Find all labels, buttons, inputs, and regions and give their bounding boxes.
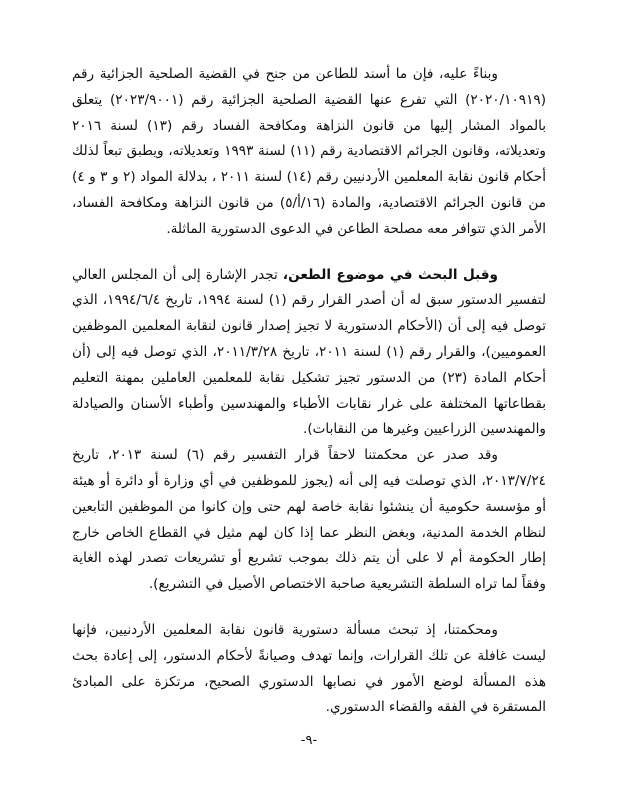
- paragraph-1: [72, 62, 546, 243]
- page-number: -٩-: [300, 733, 318, 748]
- paragraph-2-lead: وقبل البحث في موضوع الطعن،: [282, 266, 498, 283]
- paragraph-4-text: ومحكمتنا، إذ تبحث مسألة دستورية قانون نقابة المعلمين الأردنيين، فإنها ليست غافلة عن تلك القرارات، وإنما تهدف وصيانةً لأحكام الدستور، إلى إعادة بحث هذه المسألة لوضع الأمور في نصابها الدستوري الصحيح، مرتكزة على المبادئ المستقرة في الفقه والقضاء الدستوري.: [72, 621, 546, 716]
- document-body: [72, 62, 546, 721]
- paragraph-3-text: وقد صدر عن محكمتنا لاحقاً قرار التفسير رقم (٦) لسنة ٢٠١٣، تاريخ ٢٠١٣/٧/٢٤، الذي توصلت فيه إلى أنه (يجوز للموظفين في أي وزارة أو دائرة أو هيئة أو مؤسسة حكومية أن ينشئوا نقابة خاصة لهم حتى وإن كانوا من الموظفين التابعين لنظام الخدمة المدنية، وبغض النظر عما إذا كان لهم مثيل في القطاع الخاص خارج إطار الحكومة أم لا على أن يتم ذلك بموجب تشريع أو تشريعات تصدر لهذه الغاية وفقاً لما تراه السلطة التشريعية صاحبة الاختصاص الأصيل في التشريع).: [72, 447, 546, 593]
- paragraph-2: [72, 263, 546, 444]
- paragraph-2-text: تجدر الإشارة إلى أن المجلس العالي لتفسير الدستور سبق له أن أصدر القرار رقم (١) لسنة ١٩٩٤، تاريخ ١٩٩٤/٦/٤، الذي توصل فيه إلى أن (الأحكام الدستورية لا تجيز إصدار قانون لنقابة المعلمين الموظفين العموميين)، والقرار رقم (١) لسنة ٢٠١١، تاريخ ٢٠١١/٣/٢٨، الذي توصل فيه إلى (أن أحكام المادة (٢٣) من الدستور تجيز تشكيل نقابة للمعلمين العاملين بمهنة التعليم بقطاعاتها المختلفة على غرار نقابات الأطباء والمهندسين وأطباء الأسنان والصيادلة والمهندسين الزراعيين وغيرها من النقابات).: [72, 266, 547, 438]
- paragraph-4: [72, 618, 546, 721]
- paragraph-3: [72, 443, 546, 598]
- paragraph-1-text: وبناءً عليه، فإن ما أسند للطاعن من جنح في القضية الصلحية الجزائية رقم (٢٠٢٠/١٠٩١٩) التي تفرع عنها القضية الصلحية الجزائية رقم (٢٠٢٣/٩٠٠١) يتعلق بالمواد المشار إليها من قانون النزاهة ومكافحة الفساد رقم (١٣) لسنة ٢٠١٦ وتعديلاته، وقانون الجرائم الاقتصادية رقم (١١) لسنة ١٩٩٣ وتعديلاته، ويطبق تبعاً لذلك أحكام قانون نقابة المعلمين الأردنيين رقم (١٤) لسنة ٢٠١١ ، بدلالة المواد (٢ و ٣ و ٤) من قانون الجرائم الاقتصادية، والمادة (١٦/أ/٥) من قانون النزاهة ومكافحة الفساد، الأمر الذي تتوافر معه مصلحة الطاعن في الدعوى الدستورية الماثلة.: [72, 66, 547, 237]
